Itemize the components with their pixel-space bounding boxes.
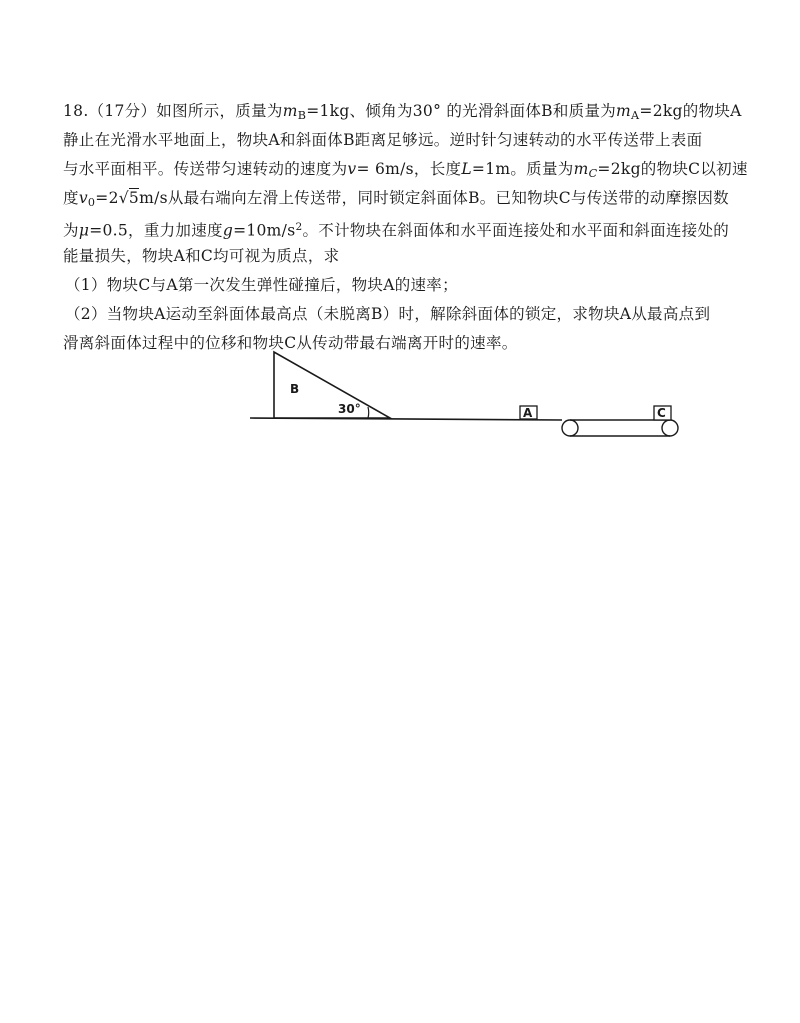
block-a-label: A <box>523 406 533 420</box>
text-run: =10m/s <box>233 221 296 240</box>
question-1: （1）物块C与A第一次发生弹性碰撞后，物块A的速率； <box>65 276 458 294</box>
subscript: B <box>297 108 307 122</box>
text-run: =1kg、倾角为30° 的光滑斜面体B和质量为 <box>306 102 617 120</box>
sqrt-sign: √ <box>118 189 129 207</box>
left-pulley <box>562 420 578 436</box>
text-run: 为 <box>63 221 79 240</box>
mass-symbol: m <box>616 102 632 120</box>
right-pulley <box>662 420 678 436</box>
superscript: 2 <box>295 221 303 233</box>
problem-line-1 <box>63 97 743 126</box>
text-run: = 6m/s，长度 <box>356 160 462 178</box>
velocity-symbol: v <box>78 189 88 207</box>
text-run: =2kg的物块C以初速 <box>597 160 748 178</box>
text-run: 。不计物块在斜面体和水平面连接处和水平面和斜面连接处的 <box>302 221 730 240</box>
subscript: A <box>631 108 640 122</box>
text-run: 度 <box>63 189 79 207</box>
problem-line-3 <box>63 155 748 184</box>
question-2-part-1: （2）当物块A运动至斜面体最高点（未脱离B）时，解除斜面体的锁定，求物块A从最高点到 <box>65 305 711 323</box>
text-run: =2 <box>95 189 119 207</box>
problem-text <box>63 97 748 358</box>
conveyor-belt <box>562 420 678 436</box>
mass-symbol: m <box>282 102 298 120</box>
incline-label: B <box>290 382 300 396</box>
problem-line-5 <box>63 213 743 242</box>
gravity-symbol: g <box>222 221 234 240</box>
velocity-symbol: v <box>347 160 357 178</box>
text-run: m/s从最右端向左滑上传送带，同时锁定斜面体B。已知物块C与传送带的动摩擦因数 <box>139 189 729 207</box>
mass-symbol: m <box>573 160 589 178</box>
length-symbol: L <box>461 160 472 178</box>
friction-symbol: μ <box>78 221 90 240</box>
problem-line-2: 静止在光滑水平地面上，物块A和斜面体B距离足够远。逆时针匀速转动的水平传送带上表面 <box>63 131 703 149</box>
problem-line-6: 能量损失，物块A和C均可视为质点，求 <box>63 247 340 265</box>
subscript: C <box>588 166 598 180</box>
angle-arc <box>368 407 369 418</box>
physics-diagram <box>250 350 690 440</box>
question-2-part-2: 滑离斜面体过程中的位移和物块C从传动带最右端离开时的速率。 <box>63 334 518 352</box>
text-run: =1m。质量为 <box>471 160 574 178</box>
text-run: =2kg的物块A <box>639 102 742 120</box>
text-run: 与水平面相平。传送带匀速转动的速度为 <box>63 160 348 178</box>
problem-line-4 <box>63 184 743 213</box>
text-run: =0.5，重力加速度 <box>89 221 223 240</box>
sqrt-radicand: 5 <box>128 189 140 207</box>
block-c-label: C <box>657 406 666 420</box>
angle-label: 30° <box>338 402 361 416</box>
subscript: 0 <box>87 195 96 209</box>
text-run: 18.（17分）如图所示，质量为 <box>63 102 283 120</box>
